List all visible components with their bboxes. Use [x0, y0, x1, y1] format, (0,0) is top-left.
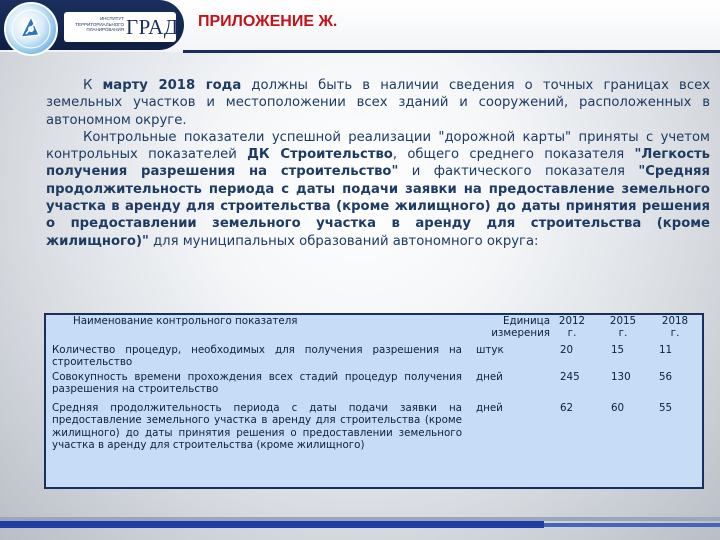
logo-wordmark: ГРАД	[126, 15, 179, 39]
page-title: ПРИЛОЖЕНИЕ Ж.	[198, 13, 338, 30]
table-row-time-2015: 130	[611, 371, 631, 383]
column-header-name: Наименование контрольного показателя	[73, 315, 298, 327]
footer-stripe-accent	[544, 523, 720, 527]
table-row-time-2018: 56	[659, 371, 673, 383]
table-row-time-2012: 245	[560, 371, 580, 383]
main-text	[46, 77, 710, 250]
column-header-unit: Единица измерения	[491, 315, 550, 340]
header-divider	[183, 50, 720, 53]
table-row-time-name: Совокупность времени прохождения всех стадий процедур получения разрешения на строительство	[52, 371, 462, 396]
table-row-duration-unit: дней	[476, 402, 503, 414]
slide-header	[0, 0, 720, 52]
table-row-duration-name: Средняя продолжительность периода с даты подачи заявки на предоставление земельного участка в аренду для строительства (кроме жилищного) до даты принятия решения о предоставлении земельного участка в аренду для строительства (кроме жилищного)	[52, 402, 462, 452]
table-row-procedures-2015: 15	[611, 344, 625, 356]
institute-name: ИНСТИТУТ ТЕРРИТОРИАЛЬНОГО ПЛАНИРОВАНИЯ	[75, 16, 124, 32]
column-header-2018: 2018 г.	[661, 315, 689, 340]
column-header-2012: 2012 г.	[558, 315, 586, 340]
table-row-duration-2015: 60	[611, 402, 625, 414]
table-row-time-unit: дней	[476, 371, 503, 383]
globe-emblem-icon	[4, 2, 58, 56]
table-row-procedures-2012: 20	[560, 344, 574, 356]
table-row-procedures-2018: 11	[659, 344, 673, 356]
table-row-duration-2018: 55	[659, 402, 673, 414]
table-row-procedures-unit: штук	[476, 344, 504, 356]
table-row-procedures-name: Количество процедур, необходимых для получения разрешения на строительство	[52, 344, 462, 369]
column-header-2015: 2015 г.	[609, 315, 637, 340]
institute-logo	[0, 0, 184, 50]
logo-text-plate	[64, 12, 179, 42]
paragraph-deadline: К марту 2018 года должны быть в наличии сведения о точных границах всех земельных участков и местоположении всех зданий и сооружений, расположенных в автономном округе.	[46, 78, 710, 128]
paragraph-indicators: Контрольные показатели успешной реализации "дорожной карты" приняты с учетом контрольных показателей ДК Строительство, общего среднего показателя "Легкость получения разрешения на строительство" и фактического показателя "Средняя продолжительность периода с даты подачи заявки на предоставление земельного участка в аренду для строительства (кроме жилищного) до даты принятия решения о предоставлении земельного участка в аренду для строительства (кроме жилищного)" для муниципальных образований автономного округа:	[46, 129, 710, 249]
table-row-duration-2012: 62	[560, 402, 574, 414]
footer-stripe-dark	[0, 521, 544, 528]
indicators-table	[44, 313, 704, 489]
